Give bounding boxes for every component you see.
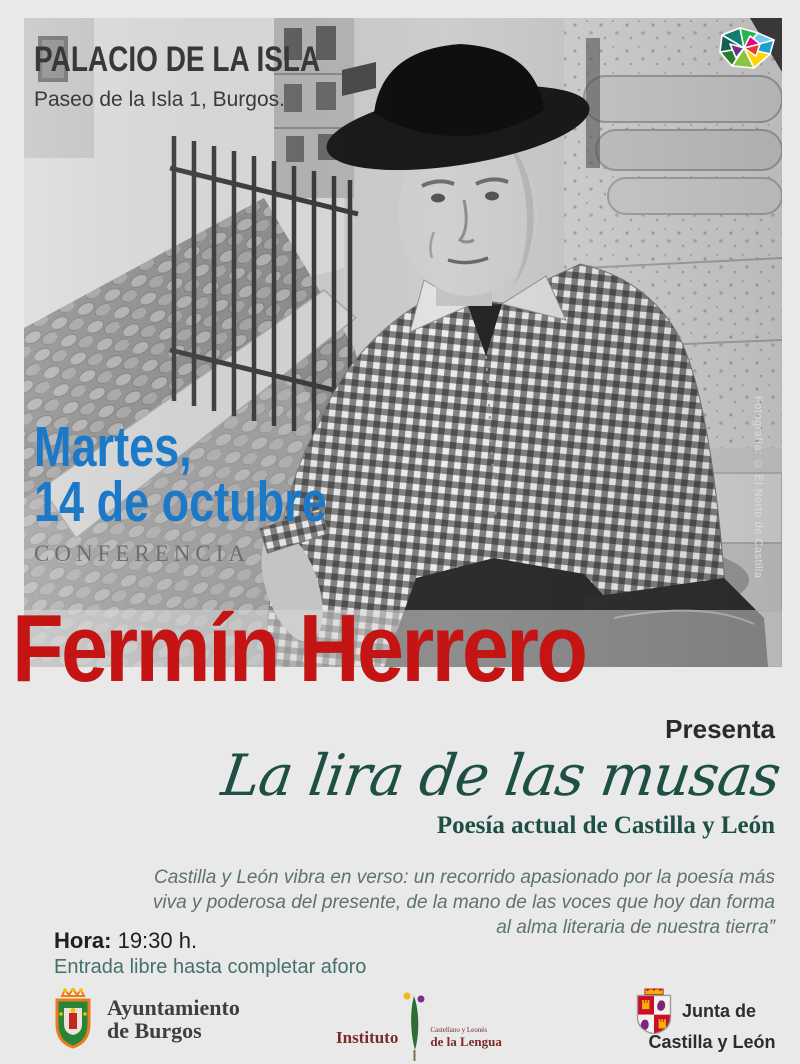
title-block <box>135 714 784 941</box>
work-title: La lira de las musas <box>217 743 784 809</box>
origami-star-logo-icon <box>716 26 778 72</box>
ayuntamiento-logo <box>52 988 240 1050</box>
event-date-line: 14 de octubre <box>34 469 327 534</box>
event-day: Martes, <box>34 415 192 479</box>
junta-name-line1: Junta de <box>682 1000 757 1021</box>
ayuntamiento-name: Ayuntamiento de Burgos <box>107 994 240 1043</box>
time-row <box>54 928 197 954</box>
ayuntamiento-shield-icon <box>52 988 94 1050</box>
junta-shield-icon <box>632 988 676 1034</box>
instituto-name: Instituto <box>336 1028 399 1047</box>
work-subtitle: Poesía actual de Castilla y León <box>436 811 775 839</box>
event-category: CONFERENCIA <box>34 541 251 566</box>
event-quote: Castilla y León vibra en verso: un recorrido apasionado por la poesía más viva y poderosa del presente, de la mano de las voces que hoy dan forma al alma literaria de nuestra tierra” <box>152 866 775 939</box>
event-date <box>34 415 327 534</box>
instituto-subname: Castellano y Leonés de la Lengua <box>430 1026 502 1049</box>
admission-note: Entrada libre hasta completar aforo <box>54 956 367 978</box>
speaker-name: Fermín Herrero <box>12 595 586 702</box>
photo-illustration <box>24 18 782 667</box>
instituto-quill-icon <box>403 990 425 1062</box>
venue-address: Paseo de la Isla 1, Burgos. <box>34 88 285 111</box>
photo-background <box>24 18 782 667</box>
presents-label: Presenta <box>665 714 775 744</box>
junta-name-line2: Castilla y León <box>648 1032 776 1052</box>
photo-credit: Fotografía: © El Norte de Castilla <box>752 396 764 579</box>
instituto-logo <box>336 990 502 1062</box>
junta-logo <box>632 988 792 1053</box>
time-label: Hora: <box>54 928 112 953</box>
time-value: 19:30 h. <box>117 928 198 953</box>
venue-name: PALACIO DE LA ISLA <box>34 40 321 79</box>
